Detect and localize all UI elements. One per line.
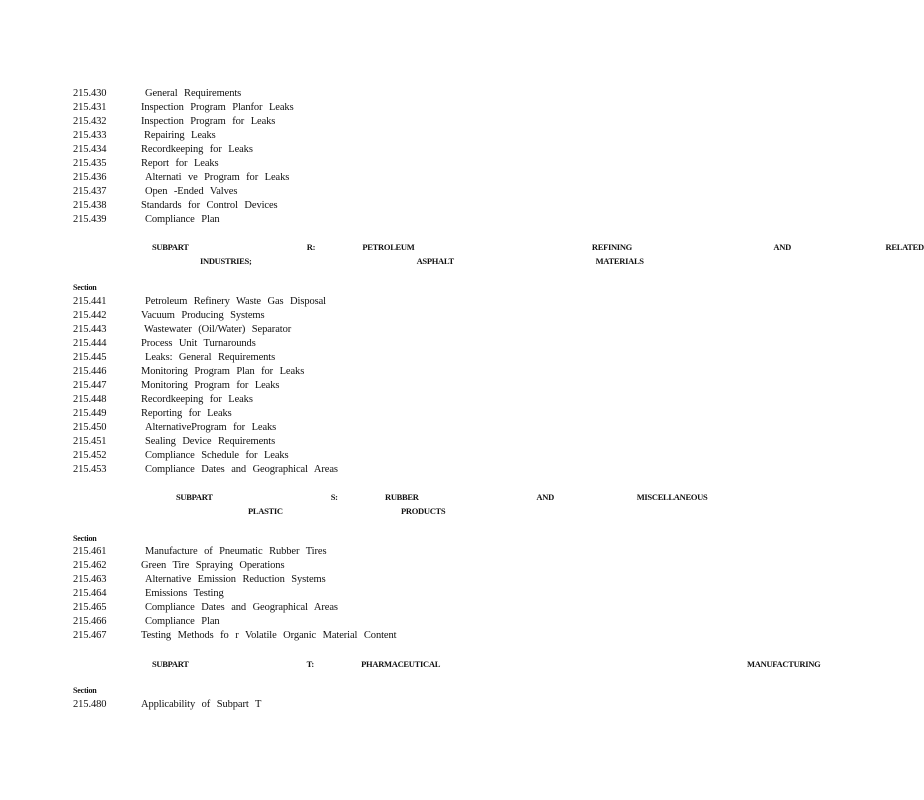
section-title: Repairing Leaks xyxy=(144,130,216,141)
section-title: Inspection Program for Leaks xyxy=(141,116,276,127)
section-title: Recordkeeping for Leaks xyxy=(141,144,253,155)
section-label: Section xyxy=(73,283,97,292)
section-row xyxy=(0,698,618,712)
section-row xyxy=(0,379,618,393)
section-row xyxy=(0,129,618,143)
section-title: Inspection Program Planfor Leaks xyxy=(141,102,294,113)
section-number: 215.437 xyxy=(73,186,107,197)
section-title: Manufacture of Pneumatic Rubber Tires xyxy=(145,546,327,557)
section-title: Leaks: General Requirements xyxy=(145,352,276,363)
section-title: Sealing Device Requirements xyxy=(145,436,276,447)
section-row xyxy=(0,309,618,323)
section-number: 215.434 xyxy=(73,144,107,155)
section-number: 215.433 xyxy=(73,130,107,141)
section-row xyxy=(0,199,618,213)
section-number: 215.436 xyxy=(73,172,107,183)
section-title: Applicability of Subpart T xyxy=(141,699,262,710)
section-number: 215.442 xyxy=(73,310,107,321)
section-number: 215.452 xyxy=(73,450,107,461)
section-list-group-1 xyxy=(0,87,618,227)
section-row xyxy=(0,351,618,365)
section-row xyxy=(0,101,618,115)
section-list-group-4 xyxy=(0,698,618,712)
section-number: 215.451 xyxy=(73,436,107,447)
section-number: 215.438 xyxy=(73,200,107,211)
section-row xyxy=(0,157,618,171)
section-row xyxy=(0,449,618,463)
section-title: Compliance Dates and Geographical Areas xyxy=(145,602,338,613)
section-row xyxy=(0,295,618,309)
section-row xyxy=(0,365,618,379)
section-row xyxy=(0,421,618,435)
section-row xyxy=(0,435,618,449)
section-row xyxy=(0,337,618,351)
section-number: 215.443 xyxy=(73,324,107,335)
section-number: 215.464 xyxy=(73,588,107,599)
section-row xyxy=(0,87,618,101)
subpart-heading-line-1: SUBPART S: RUBBER AND MISCELLANEOUS xyxy=(176,492,708,502)
section-row xyxy=(0,323,618,337)
section-title: Green Tire Spraying Operations xyxy=(141,560,285,571)
section-list-group-3 xyxy=(0,545,618,643)
subpart-heading-line-2: INDUSTRIES; ASPHALT MATERIALS xyxy=(200,256,644,266)
section-row xyxy=(0,559,618,573)
section-row xyxy=(0,545,618,559)
section-label: Section xyxy=(73,686,97,695)
section-title: Process Unit Turnarounds xyxy=(141,338,256,349)
section-title: General Requirements xyxy=(145,88,242,99)
section-number: 215.441 xyxy=(73,296,107,307)
section-label: Section xyxy=(73,534,97,543)
section-number: 215.447 xyxy=(73,380,107,391)
section-row xyxy=(0,463,618,477)
section-title: Standards for Control Devices xyxy=(141,200,278,211)
section-number: 215.445 xyxy=(73,352,107,363)
section-title: Compliance Plan xyxy=(145,616,220,627)
section-row xyxy=(0,573,618,587)
section-row xyxy=(0,213,618,227)
section-number: 215.435 xyxy=(73,158,107,169)
section-title: AlternativeProgram for Leaks xyxy=(145,422,277,433)
section-number: 215.467 xyxy=(73,630,107,641)
section-title: Report for Leaks xyxy=(141,158,219,169)
section-number: 215.444 xyxy=(73,338,107,349)
section-row xyxy=(0,407,618,421)
section-title: Testing Methods fo r Volatile Organic Material Content xyxy=(141,630,397,641)
section-row xyxy=(0,601,618,615)
section-number: 215.466 xyxy=(73,616,107,627)
section-title: Alternative Emission Reduction Systems xyxy=(145,574,326,585)
section-number: 215.450 xyxy=(73,422,107,433)
subpart-heading-line-2: PLASTIC PRODUCTS xyxy=(248,506,446,516)
section-title: Monitoring Program for Leaks xyxy=(141,380,280,391)
section-title: Compliance Dates and Geographical Areas xyxy=(145,464,338,475)
section-number: 215.432 xyxy=(73,116,107,127)
section-title: Open -Ended Valves xyxy=(145,186,238,197)
section-list-group-2 xyxy=(0,295,618,477)
section-number: 215.439 xyxy=(73,214,107,225)
section-row xyxy=(0,393,618,407)
section-title: Vacuum Producing Systems xyxy=(141,310,265,321)
section-number: 215.463 xyxy=(73,574,107,585)
section-row xyxy=(0,629,618,643)
section-title: Wastewater (Oil/Water) Separator xyxy=(144,324,292,335)
section-row xyxy=(0,143,618,157)
section-number: 215.430 xyxy=(73,88,107,99)
section-number: 215.480 xyxy=(73,699,107,710)
section-title: Compliance Plan xyxy=(145,214,220,225)
section-title: Petroleum Refinery Waste Gas Disposal xyxy=(145,296,326,307)
section-title: Recordkeeping for Leaks xyxy=(141,394,253,405)
section-row xyxy=(0,587,618,601)
section-row xyxy=(0,615,618,629)
section-number: 215.462 xyxy=(73,560,107,571)
section-number: 215.453 xyxy=(73,464,107,475)
section-row xyxy=(0,115,618,129)
subpart-heading-line-1: SUBPART R: PETROLEUM REFINING AND RELATED xyxy=(152,242,924,252)
subpart-heading-line-1: SUBPART T: PHARMACEUTICAL MANUFACTURING xyxy=(152,659,821,669)
section-number: 215.446 xyxy=(73,366,107,377)
section-row xyxy=(0,171,618,185)
section-title: Compliance Schedule for Leaks xyxy=(145,450,289,461)
section-number: 215.431 xyxy=(73,102,107,113)
section-title: Alternati ve Program for Leaks xyxy=(145,172,290,183)
section-number: 215.465 xyxy=(73,602,107,613)
section-number: 215.461 xyxy=(73,546,107,557)
section-number: 215.449 xyxy=(73,408,107,419)
section-title: Reporting for Leaks xyxy=(141,408,232,419)
section-number: 215.448 xyxy=(73,394,107,405)
section-row xyxy=(0,185,618,199)
section-title: Monitoring Program Plan for Leaks xyxy=(141,366,305,377)
section-title: Emissions Testing xyxy=(145,588,224,599)
